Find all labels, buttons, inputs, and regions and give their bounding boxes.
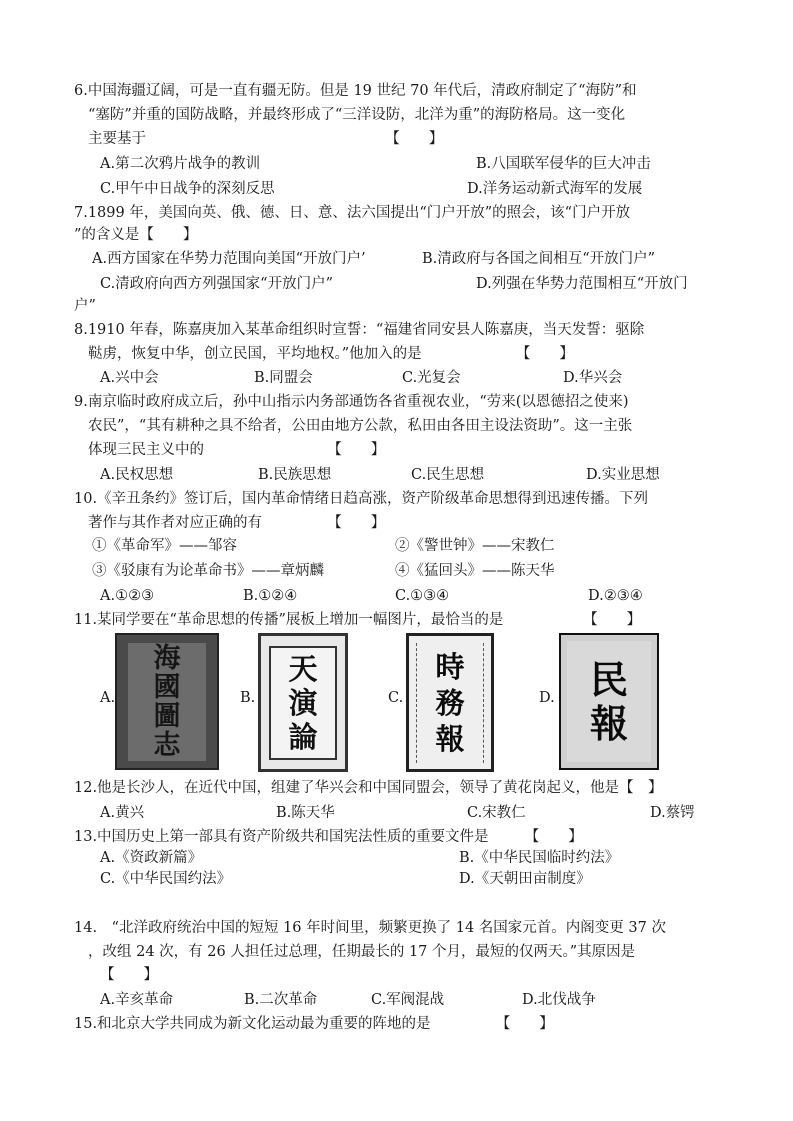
q6-option-a: A.第二次鸦片战争的教训 <box>100 156 261 172</box>
q13-option-c: C.《中华民国约法》 <box>100 871 232 887</box>
q9-option-a: A.民权思想 <box>100 467 174 483</box>
q11-image-a-char: 圖 <box>153 700 181 732</box>
q10-item-4: ④《猛回头》——陈天华 <box>395 563 555 579</box>
q8-stem-line2: 鞑虏，恢复中华，创立民国，平均地权。”他加入的是 【 】 <box>88 346 574 362</box>
q6-stem-line1: 6.中国海疆辽阔，可是一直有疆无防。但是 19 世纪 70 年代后，清政府制定了“海防”和 <box>74 83 637 99</box>
q12-option-b: B.陈天华 <box>276 805 335 821</box>
q11-image-b <box>258 633 348 772</box>
q12-option-a: A.黄兴 <box>100 805 145 821</box>
q7-stem-line2: ”的含义是【 】 <box>74 227 198 243</box>
q14-stem-line1: 14. “北洋政府统治中国的短短 16 年时间里，频繁更换了 14 名国家元首。内阁变更 37 次 <box>74 920 666 936</box>
q7-stem-line1: 7.1899 年，美国向英、俄、德、日、意、法六国提出“门户开放”的照会，该“门户开放 <box>74 205 631 221</box>
q11-label-c: C. <box>388 690 404 706</box>
q12-option-d: D.蔡锷 <box>650 805 695 821</box>
q6-option-b: B.八国联军侵华的巨大冲击 <box>476 156 651 172</box>
q10-option-d: D.②③④ <box>588 588 643 604</box>
q10-stem-line1: 10.《辛丑条约》签订后，国内革命情绪日趋高涨，资产阶级革命思想得到迅速传播。下列 <box>74 491 649 507</box>
q11-image-c-char: 務 <box>435 685 465 720</box>
q11-image-a-char: 國 <box>153 671 181 703</box>
q8-option-c: C.光复会 <box>402 370 461 386</box>
q10-option-a: A.①②③ <box>100 588 155 604</box>
q8-option-d: D.华兴会 <box>563 370 623 386</box>
q13-option-a: A.《资政新篇》 <box>100 850 203 866</box>
q10-item-2: ②《警世钟》——宋教仁 <box>395 538 555 554</box>
q11-image-d <box>559 633 659 770</box>
q7-option-c: C.清政府向西方列强国家“开放门户” <box>100 276 334 292</box>
q11-image-c-char: 時 <box>435 649 465 684</box>
q9-stem-line3: 体现三民主义中的 【 】 <box>88 442 386 458</box>
q11-label-d: D. <box>539 690 555 706</box>
q13-option-b: B.《中华民国临时约法》 <box>459 850 620 866</box>
q14-option-c: C.军阀混战 <box>371 992 445 1008</box>
q7-option-b: B.清政府与各国之间相互“开放门户” <box>422 251 656 267</box>
q9-stem-line1: 9.南京临时政府成立后，孙中山指示内务部通饬各省重视农业，“劳来(以恩德招之使来) <box>74 394 629 410</box>
q10-stem-line2: 著作与其作者对应正确的有 【 】 <box>88 515 386 531</box>
q10-item-3: ③《驳康有为论革命书》——章炳麟 <box>92 563 324 579</box>
q8-option-b: B.同盟会 <box>254 370 313 386</box>
q10-option-c: C.①③④ <box>395 588 450 604</box>
q11-stem-line1: 11.某同学要在“革命思想的传播”展板上增加一幅图片，最恰当的是 【 】 <box>74 612 642 628</box>
q14-stem-line3: 【 】 <box>100 967 158 983</box>
q6-stem-line2: “塞防”并重的国防战略，并最终形成了“三洋设防，北洋为重”的海防格局。这一变化 <box>88 107 626 123</box>
q9-stem-line2: 农民”，“其有耕种之具不给者，公田由地方公款，私田由各田主设法资助”。这一主张 <box>88 418 633 434</box>
q9-option-d: D.实业思想 <box>586 467 660 483</box>
q6-option-d: D.洋务运动新式海军的发展 <box>467 181 643 197</box>
q12-stem-line1: 12.他是长沙人，在近代中国，组建了华兴会和中国同盟会，领导了黄花岗起义，他是【 】 <box>74 780 663 796</box>
q14-option-a: A.辛亥革命 <box>100 992 174 1008</box>
q6-option-c: C.甲午中日战争的深刻反思 <box>100 181 275 197</box>
q7-option-d: D.列强在华势力范围相互“开放门 <box>476 276 688 292</box>
q11-image-c <box>406 633 494 772</box>
q14-stem-line2: ，改组 24 次，有 26 人担任过总理，任期最长的 17 个月，最短的仅两天。”其原因是 <box>88 944 636 960</box>
q11-image-c-char: 報 <box>435 721 465 756</box>
q12-option-c: C.宋教仁 <box>467 805 526 821</box>
q13-option-d: D.《天朝田亩制度》 <box>459 871 591 887</box>
q14-option-b: B.二次革命 <box>244 992 318 1008</box>
q15-stem-line1: 15.和北京大学共同成为新文化运动最为重要的阵地的是 【 】 <box>74 1016 554 1032</box>
q9-option-c: C.民生思想 <box>411 467 485 483</box>
q14-option-d: D.北伐战争 <box>522 992 596 1008</box>
q8-stem-line1: 8.1910 年春，陈嘉庚加入某革命组织时宣誓：“福建省同安县人陈嘉庚，当天发誓：驱除 <box>74 322 645 338</box>
q11-image-a-char: 志 <box>153 729 181 761</box>
q11-image-b-char: 演 <box>288 685 318 720</box>
q11-label-a: A. <box>100 690 116 706</box>
q7-option-a: A.西方国家在华势力范围向美国“开放门户’ <box>92 251 366 267</box>
q11-image-a <box>115 633 219 770</box>
q11-image-b-char: 天 <box>288 651 318 686</box>
q13-stem-line1: 13.中国历史上第一部具有资产阶级共和国宪法性质的重要文件是 【 】 <box>74 829 583 845</box>
q11-image-d-char: 報 <box>589 700 628 746</box>
q8-option-a: A.兴中会 <box>100 370 159 386</box>
q10-item-1: ①《革命军》——邹容 <box>92 538 237 554</box>
q11-image-d-char: 民 <box>589 656 628 702</box>
q6-stem-line3: 主要基于 【 】 <box>88 131 444 147</box>
q11-image-a-char: 海 <box>153 642 181 674</box>
q9-option-b: B.民族思想 <box>258 467 332 483</box>
q7-option-d-cont: 户” <box>74 298 96 314</box>
q10-option-b: B.①②④ <box>243 588 298 604</box>
q11-image-b-char: 論 <box>288 719 318 754</box>
q11-label-b: B. <box>240 690 256 706</box>
